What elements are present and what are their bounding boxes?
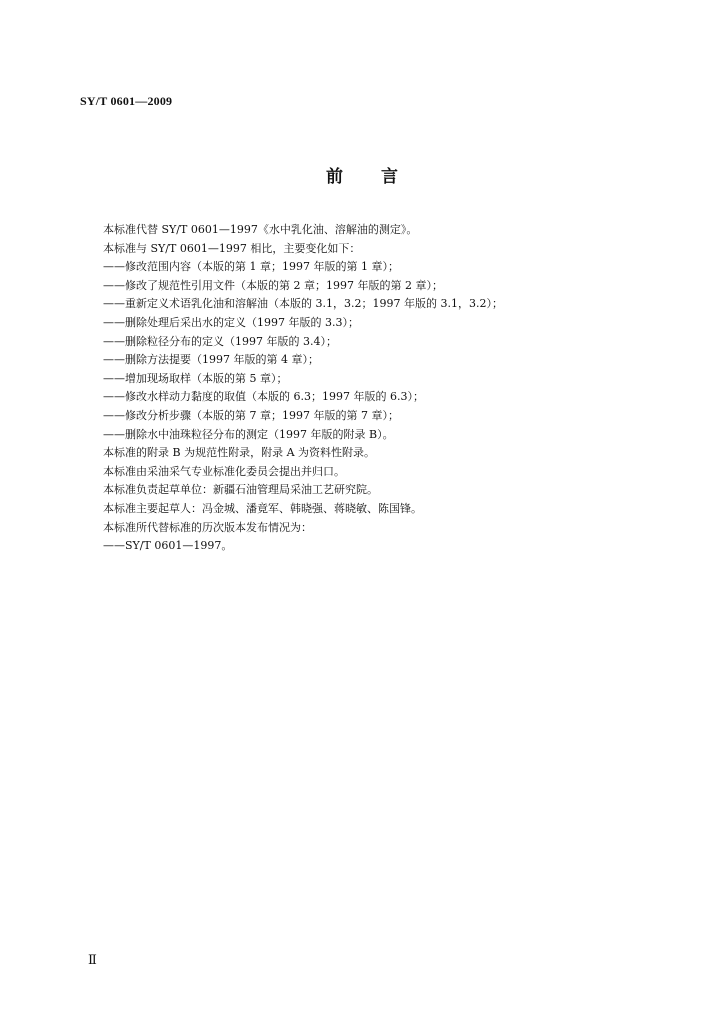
body-line: 本标准代替 SY/T 0601—1997《水中乳化油、溶解油的测定》。 xyxy=(103,223,418,236)
change-list-item: ——修改了规范性引用文件（本版的第 2 章；1997 年版的第 2 章）； xyxy=(103,278,443,292)
body-line: 本标准所代替标准的历次版本发布情况为： xyxy=(103,520,312,534)
change-list-item: ——删除处理后采出水的定义（1997 年版的 3.3）； xyxy=(103,315,359,329)
body-line: 本标准与 SY/T 0601—1997 相比，主要变化如下： xyxy=(103,241,361,255)
change-list-item: ——修改分析步骤（本版的第 7 章；1997 年版的第 7 章）； xyxy=(103,408,399,422)
page-title-part-1: 前 xyxy=(326,167,343,187)
body-line: 本标准主要起草人：冯金城、潘竟军、韩晓强、蒋晓敏、陈国锋。 xyxy=(103,501,422,515)
change-list-item: ——修改范围内容（本版的第 1 章；1997 年版的第 1 章）； xyxy=(103,260,399,274)
change-list-item: ——增加现场取样（本版的第 5 章）； xyxy=(103,371,288,385)
change-list-item: ——重新定义术语乳化油和溶解油（本版的 3.1，3.2；1997 年版的 3.1，3.2）； xyxy=(103,297,503,311)
body-line: 本标准负责起草单位：新疆石油管理局采油工艺研究院。 xyxy=(103,483,378,497)
change-list-item: ——删除水中油珠粒径分布的测定（1997 年版的附录 B）。 xyxy=(103,427,394,441)
body-line: 本标准由采油采气专业标准化委员会提出并归口。 xyxy=(103,464,345,478)
page-title xyxy=(0,162,724,187)
change-list-item: ——SY/T 0601—1997。 xyxy=(103,539,233,553)
foreword-body xyxy=(103,221,683,556)
page-number: Ⅱ xyxy=(88,952,97,967)
body-line: 本标准的附录 B 为规范性附录，附录 A 为资料性附录。 xyxy=(103,446,376,460)
document-code: SY/T 0601—2009 xyxy=(80,94,173,108)
change-list-item: ——删除方法提要（1997 年版的第 4 章）； xyxy=(103,353,319,367)
change-list-item: ——删除粒径分布的定义（1997 年版的 3.4）； xyxy=(103,334,337,348)
page-title-part-2: 言 xyxy=(381,167,398,187)
change-list-item: ——修改水样动力黏度的取值（本版的 6.3；1997 年版的 6.3）； xyxy=(103,390,424,404)
